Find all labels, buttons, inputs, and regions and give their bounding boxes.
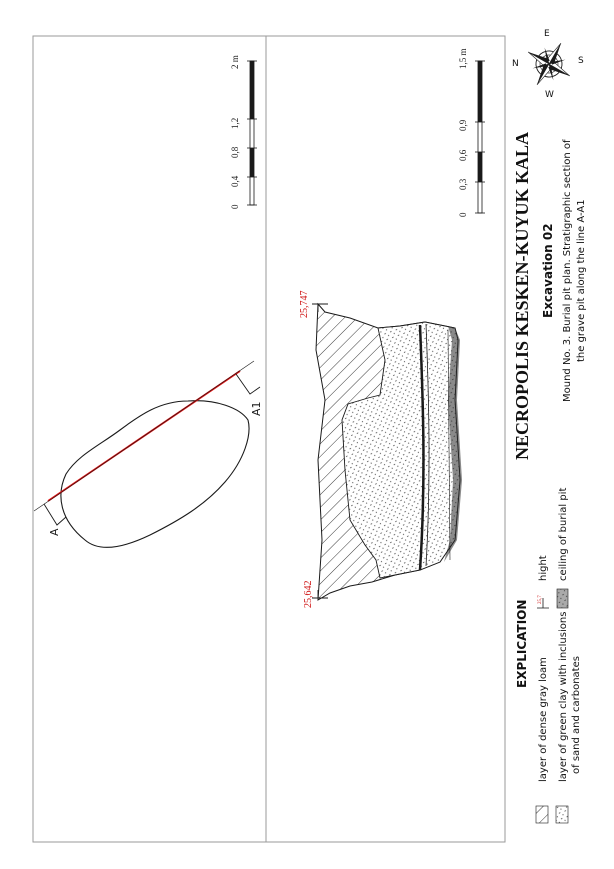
section-scale-1-5m: 1,5 m xyxy=(458,48,468,69)
caption-line-1: Mound No. 3. Burial pit plan. Stratigraphic section of xyxy=(562,139,573,402)
caption-line-2: the grave pit along the line A-A1 xyxy=(576,199,587,362)
svg-text:25,7: 25,7 xyxy=(538,595,543,604)
height-label-bottom: 25,642 xyxy=(303,580,314,608)
legend-swatch-green-clay xyxy=(556,806,568,823)
section-scale-0: 0 xyxy=(458,212,468,217)
compass-rose xyxy=(516,31,582,97)
height-label-top: 25,747 xyxy=(299,290,310,318)
plan-scale-bar xyxy=(247,61,257,205)
legend-swatch-height xyxy=(537,595,549,608)
legend-swatch-ceiling-shade xyxy=(557,589,568,608)
legend-item-ceiling: ceiling of burial pit xyxy=(558,487,569,581)
compass-west: W xyxy=(545,90,554,100)
section-scale-0-6: 0,6 xyxy=(458,149,468,161)
stratigraphic-section xyxy=(316,304,462,600)
legend-item-height: hight xyxy=(538,555,549,581)
section-scale-bar xyxy=(475,61,485,213)
compass-north: N xyxy=(512,59,519,69)
legend-swatch-gray-loam xyxy=(536,806,548,823)
point-a1-marker xyxy=(236,374,260,394)
label-a: A xyxy=(48,528,61,536)
page-title: NECROPOLIS KESKEN-KUYUK KALA xyxy=(512,131,532,460)
section-scale-0-9: 0,9 xyxy=(458,119,468,131)
plan-scale-0-4: 0,4 xyxy=(230,175,240,187)
legend-item-green-clay: layer of green clay with inclusions xyxy=(558,611,569,782)
label-a1: A1 xyxy=(250,401,263,416)
compass-south: S xyxy=(578,56,584,66)
plan-scale-1-2: 1,2 xyxy=(230,117,240,129)
legend-item-gray-loam: layer of dense gray loam xyxy=(538,657,549,782)
plan-scale-0-8: 0,8 xyxy=(230,146,240,158)
plan-scale-2m: 2 m xyxy=(230,55,240,69)
legend-heading: EXPLICATION xyxy=(515,599,529,688)
section-line-extension xyxy=(34,361,254,511)
section-scale-0-3: 0,3 xyxy=(458,178,468,190)
compass-east: E xyxy=(544,29,550,39)
page-subtitle: Excavation 02 xyxy=(541,223,555,318)
plan-scale-0: 0 xyxy=(230,204,240,209)
legend-item-green-clay-cont: of sand and carbonates xyxy=(571,656,582,774)
